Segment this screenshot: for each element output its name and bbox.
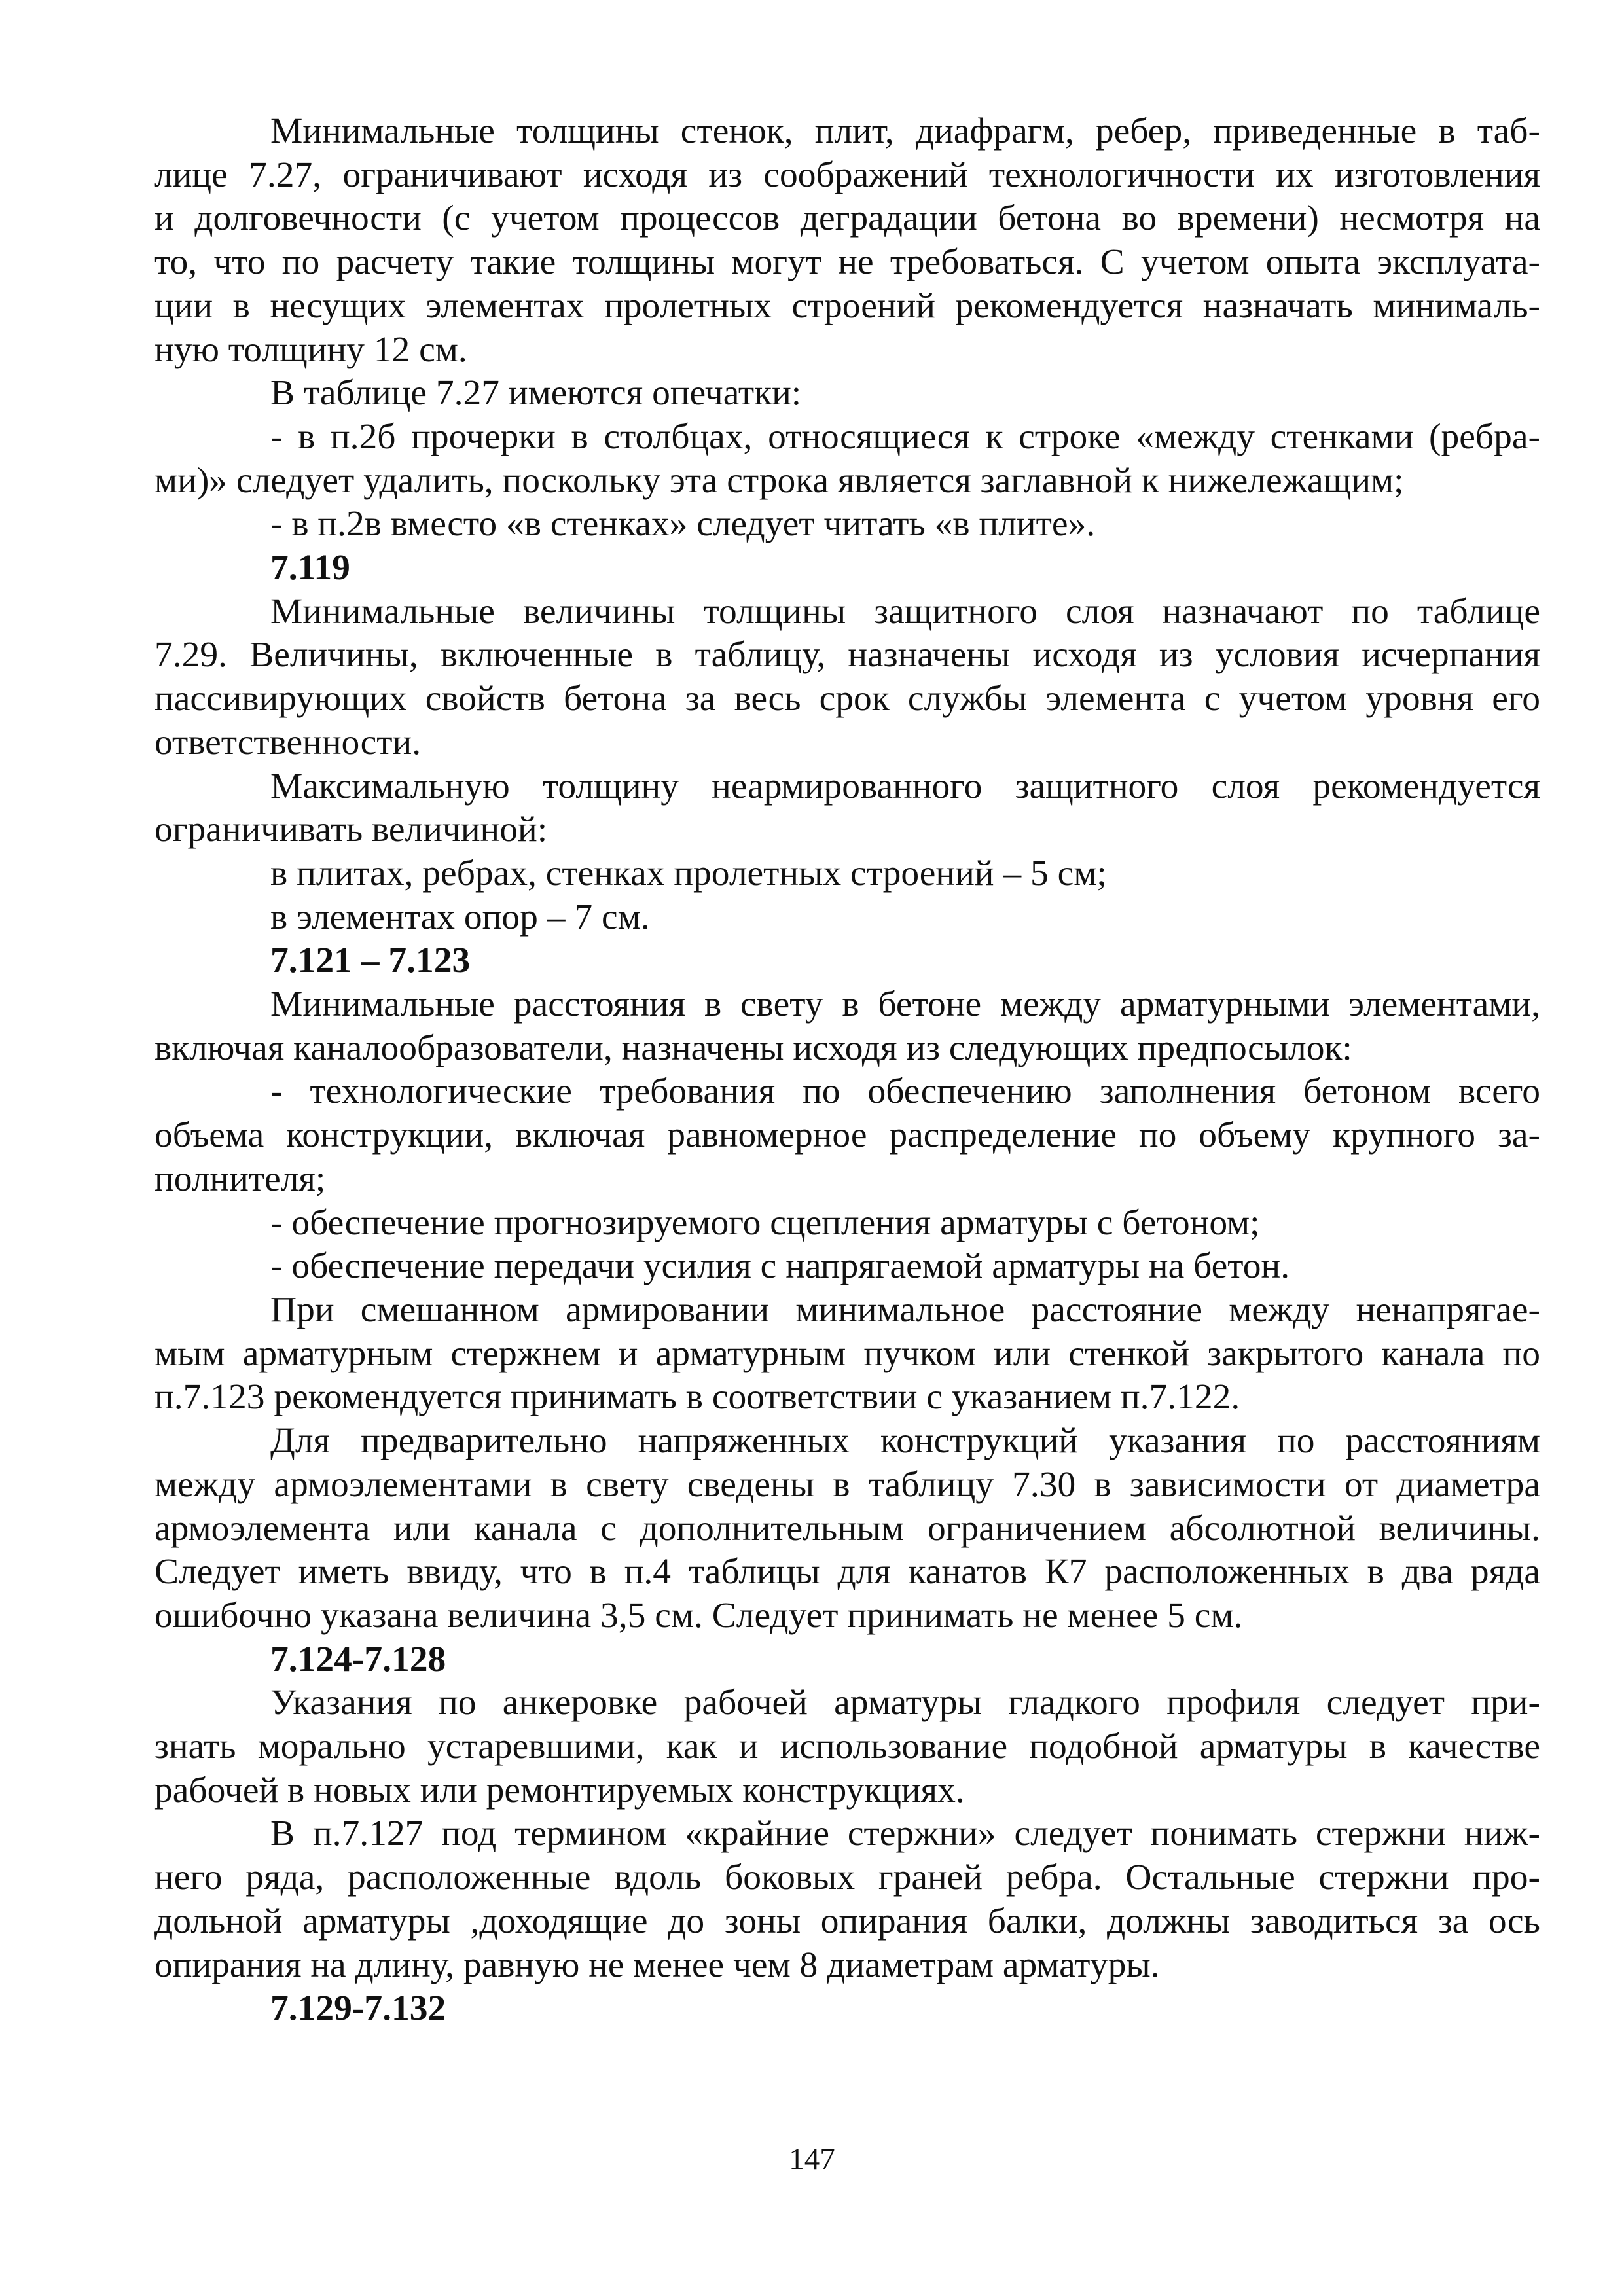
text-line: - в п.2б прочерки в столбцах, относящиеся к строке «между стенками (ребра- [270, 416, 1540, 457]
text-line: в элементах опор – 7 см. [270, 897, 650, 937]
section-heading: 7.124-7.128 [270, 1639, 446, 1679]
text-line: - обеспечение прогнозируемого сцепления арматуры с бетоном; [270, 1202, 1260, 1243]
paragraph [154, 590, 1540, 765]
text-line: лице 7.27, ограничивают исходя из соображений технологичности их изготовления [154, 154, 1540, 195]
text-line: в плитах, ребрах, стенках пролетных строений – 5 см; [270, 853, 1107, 893]
text-line: между армоэлементами в свету сведены в таблицу 7.30 в зависимости от диаметра [154, 1464, 1540, 1505]
text-line: Минимальные величины толщины защитного слоя назначают по таблице [270, 591, 1540, 632]
text-line: рабочей в новых или ремонтируемых конструкциях. [154, 1770, 965, 1810]
paragraph [154, 765, 1540, 852]
text-line: и долговечности (с учетом процессов деградации бетона во времени) несмотря на [154, 198, 1540, 239]
paragraph [154, 1070, 1540, 1201]
paragraph [154, 852, 1540, 896]
text-line: Следует иметь ввиду, что в п.4 таблицы для канатов К7 расположенных в два ряда [154, 1552, 1540, 1592]
text-line: В таблице 7.27 имеются опечатки: [270, 373, 802, 414]
text-line: включая каналообразователи, назначены исходя из следующих предпосылок: [154, 1028, 1352, 1068]
text-line: - в п.2в вместо «в стенках» следует читать «в плите». [270, 504, 1096, 545]
paragraph [154, 1245, 1540, 1289]
section-heading: 7.121 – 7.123 [270, 941, 471, 981]
paragraph [154, 1420, 1540, 1638]
text-line: - обеспечение передачи усилия с напрягаемой арматуры на бетон. [270, 1246, 1290, 1287]
paragraph [154, 372, 1540, 416]
text-line: Минимальные расстояния в свету в бетоне между арматурными элементами, [270, 984, 1540, 1025]
text-line: 7.29. Величины, включенные в таблицу, назначены исходя из условия исчерпания [154, 635, 1540, 675]
text-line: мым арматурным стержнем и арматурным пучком или стенкой закрытого канала по [154, 1333, 1540, 1374]
page-number: 147 [789, 2142, 835, 2176]
text-line: ошибочно указана величина 3,5 см. Следует принимать не менее 5 см. [154, 1595, 1243, 1636]
text-line: него ряда, расположенные вдоль боковых граней ребра. Остальные стержни про- [154, 1857, 1540, 1898]
paragraph [154, 416, 1540, 503]
text-line: то, что по расчету такие толщины могут не требоваться. С учетом опыта эксплуата- [154, 242, 1540, 283]
text-line: опирания на длину, равную не менее чем 8 диаметрам арматуры. [154, 1945, 1160, 1985]
text-line: знать морально устаревшими, как и использование подобной арматуры в качестве [154, 1727, 1540, 1767]
paragraph [154, 896, 1540, 940]
paragraph [154, 110, 1540, 372]
text-line: Максимальную толщину неармированного защитного слоя рекомендуется [270, 766, 1540, 806]
text-line: Минимальные толщины стенок, плит, диафрагм, ребер, приведенные в таб- [270, 111, 1540, 151]
section-heading: 7.119 [270, 548, 350, 588]
text-line: пассивирующих свойств бетона за весь срок службы элемента с учетом уровня его [154, 679, 1540, 719]
text-line: армоэлемента или канала с дополнительным ограничением абсолютной величины. [154, 1508, 1540, 1549]
text-line: При смешанном армировании минимальное расстояние между ненапрягае- [270, 1289, 1540, 1330]
section-heading: 7.129-7.132 [270, 1988, 446, 2029]
text-line: дольной арматуры ,доходящие до зоны опирания балки, должны заводиться за ось [154, 1901, 1540, 1941]
text-line: ную толщину 12 см. [154, 329, 467, 370]
text-line: полнителя; [154, 1158, 326, 1199]
body-text [154, 110, 1540, 2031]
text-line: Указания по анкеровке рабочей арматуры гладкого профиля следует при- [270, 1683, 1540, 1723]
paragraph [154, 503, 1540, 547]
paragraph [154, 1202, 1540, 1246]
text-line: объема конструкции, включая равномерное распределение по объему крупного за- [154, 1115, 1540, 1156]
text-line: ми)» следует удалить, поскольку эта строка является заглавной к нижележащим; [154, 460, 1404, 501]
paragraph [154, 1289, 1540, 1420]
text-line: В п.7.127 под термином «крайние стержни» следует понимать стержни ниж- [270, 1814, 1540, 1854]
text-line: - технологические требования по обеспечению заполнения бетоном всего [270, 1071, 1540, 1112]
text-line: ции в несущих элементах пролетных строений рекомендуется назначать минималь- [154, 285, 1540, 326]
paragraph [154, 1812, 1540, 1987]
text-line: Для предварительно напряженных конструкций указания по расстояниям [270, 1421, 1540, 1462]
text-line: ответственности. [154, 722, 422, 762]
paragraph [154, 1681, 1540, 1812]
text-line: п.7.123 рекомендуется принимать в соответствии с указанием п.7.122. [154, 1377, 1240, 1418]
paragraph [154, 983, 1540, 1070]
text-line: ограничивать величиной: [154, 810, 548, 850]
